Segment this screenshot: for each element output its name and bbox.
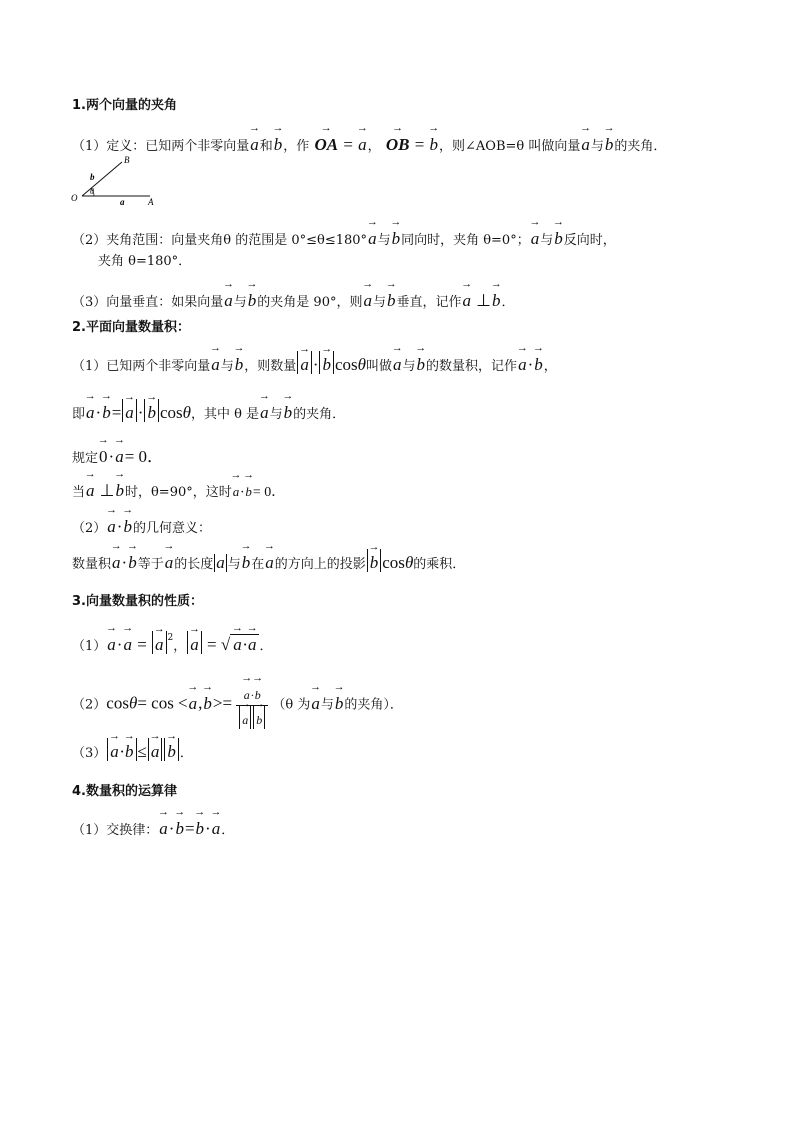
section-2-title: 2.平面向量数量积： [72,320,190,335]
label-a-point: A [148,197,154,206]
vector-b: → b [554,224,563,249]
vector-b: → b [605,130,614,155]
vector-a: → a [463,286,472,311]
vector-a: → a [250,130,259,155]
label-theta: θ [90,187,94,196]
label-o: O [71,193,78,203]
geometric-meaning: 数量积→ a·→ b等于→ a的长度 a 与→ b在→ a的方向上的投影→ b cosθ的乘积． [72,548,465,575]
vector-a: → a [581,130,590,155]
abs-a: → a [297,351,312,374]
vector-a: → a [531,224,540,249]
label-vector-b: b [90,172,95,182]
property-3: （3）→ a·→ b ≤→ a→ b ． [72,738,193,764]
range-line-2: 夹角 θ=180°． [98,254,192,269]
abs-b: → b [319,351,334,374]
vector-b: → b [430,130,439,155]
vector-b: → b [492,286,501,311]
cosine-fraction: → a·→ b → a→ b [236,680,268,730]
vector-a: → a [363,286,372,311]
vector-b: → b [248,286,257,311]
section-4-title: 4.数量积的运算律 [72,784,177,799]
label-b-point: B [124,155,130,165]
geometric-meaning-title: （2）→ a·→ b的几何意义： [72,512,211,539]
vector-b: → b [274,130,283,155]
vector-a: → a [358,130,367,155]
vector-oa: → OA [314,130,338,155]
zero-rule: 规定→ 0·→ a= 0． [72,442,164,469]
dot-product-definition: （1）已知两个非零向量→ a与→ b，则数量→ a ·→ b cosθ叫做→ a与→ b的数量积，记作→ a·→ b， [72,350,557,377]
angle-figure [68,154,158,206]
vector-a: → a [224,286,233,311]
ray-ob [82,162,122,196]
section-1-title: 1.两个向量的夹角 [72,98,177,113]
label-vector-a: a [120,197,125,206]
range-line: （2）夹角范围：向量夹角θ 的范围是 0°≤θ≤180°→ a与→ b同向时，夹角 θ=0°；→ a与→ b反向时， [72,224,616,251]
section-3-title: 3.向量数量积的性质： [72,594,203,609]
commutative-law: （1）交换律：→ a·→ b=→ b·→ a． [72,814,234,841]
perpendicular-line: （3）向量垂直：如果向量→ a与→ b的夹角是 90°，则→ a与→ b垂直，记作→ a ⊥→ b． [72,286,514,313]
sqrt: √→ a·→ a [221,630,260,657]
property-2: （2）cosθ= cos <→ a,→ b>= → a·→ b → a→ b （θ 为→ a与→ b的夹角）． [72,680,403,730]
definition-line: （1）定义：已知两个非零向量→ a和→ b，作 → OA = → a， → OB = → b，则∠AOB=θ 叫做向量→ a与→ b的夹角． [72,130,666,157]
vector-b: → b [387,286,396,311]
vector-ob: → OB [386,130,410,155]
property-1: （1）→ a·→ a = → a $^2$，→ a = √→ a·→ a ． [72,628,273,657]
vector-b: → b [392,224,401,249]
vector-a: → a [368,224,377,249]
perpendicular-case: 当→ a ⊥→ b时，θ=90°，这时→ a·→ b= 0． [72,476,285,503]
dot-product-formula: 即→ a·→ b=→ a ·→ b cosθ，其中 θ 是→ a与→ b的夹角． [72,398,345,425]
